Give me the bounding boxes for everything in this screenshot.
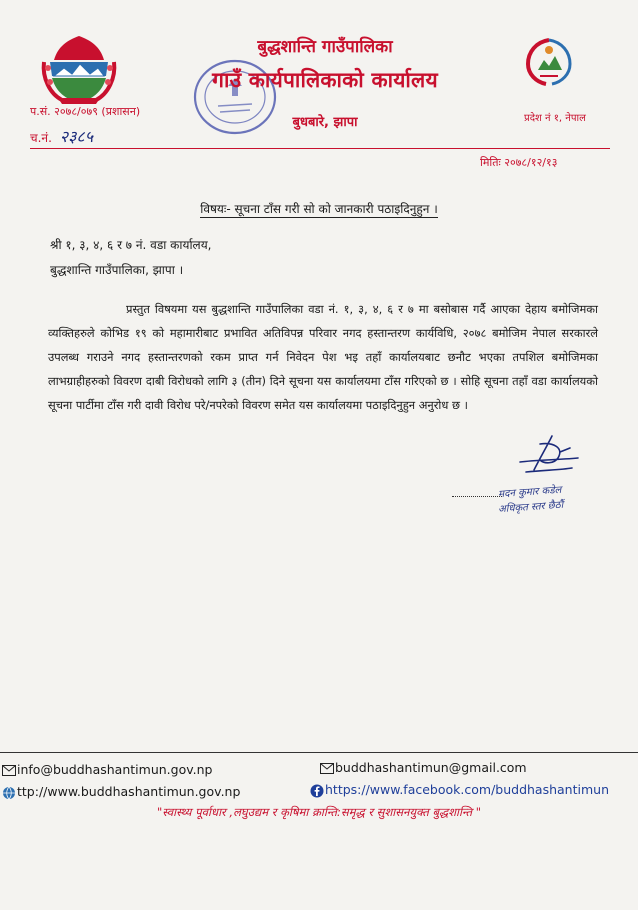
municipality-logo [522, 36, 576, 86]
signer-designation: अधिकृत स्तर छैठौं [497, 499, 564, 516]
footer-motto: "स्वास्थ्य पूर्वाधार ,लघुउद्यम र कृषिमा क्रान्ति:समृद्ध र सुशासनयुक्त बुद्धशान्ति " [156, 805, 482, 819]
recipient-line-2: बुद्धशान्ति गाउँपालिका, झापा । [50, 263, 184, 277]
reference-number: प.सं. २०७८/०७९ (प्रशासन) [30, 105, 141, 118]
globe-icon [2, 786, 16, 800]
letter-body-paragraph: प्रस्तुत विषयमा यस बुद्धशान्ति गाउँपालिका वडा नं. १, ३, ४, ६ र ७ मा बसोबास गर्दै आएका देहाय बमोजिमका व्यक्तिहरुले कोभिड १९ को महामारीबाट प्रभावित अतिविपन्न परिवार नगद हस्तान्तरण कार्यविधि, २०७८ बमोजिम नेपाल सरकारले उपलब्ध गराउने नगद हस्तान्तरणको रकम प्राप्त गर्न निवेदन पेश भइ तहाँ कार्यालयबाट छनौट भएका तपशिल बमोजिमका लाभग्राहीहरुको विवरण दाबी विरोधको लागि ३ (तीन) दिने सूचना यस कार्यालयमा टाँस गरिएको छ । सोहि सूचना तहाँ वडा कार्यालयको सूचना पार्टीमा टाँस गरी दावी विरोध परे/नपरेको विवरण समेत यस कार्यालयमा पठाइदिनुहुन अनुरोध छ । [48, 302, 598, 412]
nepal-emblem-logo [40, 32, 118, 106]
letter-date: मितिः २०७८/१२/१३ [480, 156, 558, 169]
office-title: गाउँ कार्यपालिकाको कार्यालय [212, 68, 438, 92]
email-gmail-text: buddhashantimun@gmail.com [335, 760, 527, 775]
facebook-text: https://www.facebook.com/buddhashantimun [325, 782, 609, 797]
website-text: ttp://www.buddhashantimun.gov.np [17, 784, 241, 799]
province-label: प्रदेश नं १, नेपाल [524, 113, 586, 124]
dispatch-label: च.नं. [30, 131, 52, 145]
signature-dotted-line [452, 496, 502, 497]
mail-icon [2, 765, 16, 776]
handwritten-signature [500, 430, 590, 482]
footer-facebook[interactable] [310, 782, 609, 798]
footer-email-office[interactable] [2, 762, 212, 777]
header-divider [30, 148, 610, 149]
footer-email-gmail[interactable] [320, 760, 527, 775]
mail-icon [320, 763, 334, 774]
footer-divider [0, 752, 638, 753]
dispatch-number [30, 125, 93, 147]
email-office-text: info@buddhashantimun.gov.np [17, 762, 213, 777]
facebook-icon [310, 784, 324, 798]
office-name: बुद्धशान्ति गाउँपालिका [257, 37, 393, 57]
recipient-line-1: श्री १, ३, ४, ६ र ७ नं. वडा कार्यालय, [50, 238, 212, 252]
footer-website[interactable] [2, 784, 240, 800]
subject-text: विषयः- सूचना टाँस गरी सो को जानकारी पठाइदिनुहुन । [200, 202, 438, 216]
signer-name: मदन कुमार कडेल [497, 484, 562, 501]
dispatch-value: २३८५ [59, 127, 94, 146]
letter-subject [0, 200, 638, 217]
office-address: बुधबारे, झापा [292, 115, 358, 130]
